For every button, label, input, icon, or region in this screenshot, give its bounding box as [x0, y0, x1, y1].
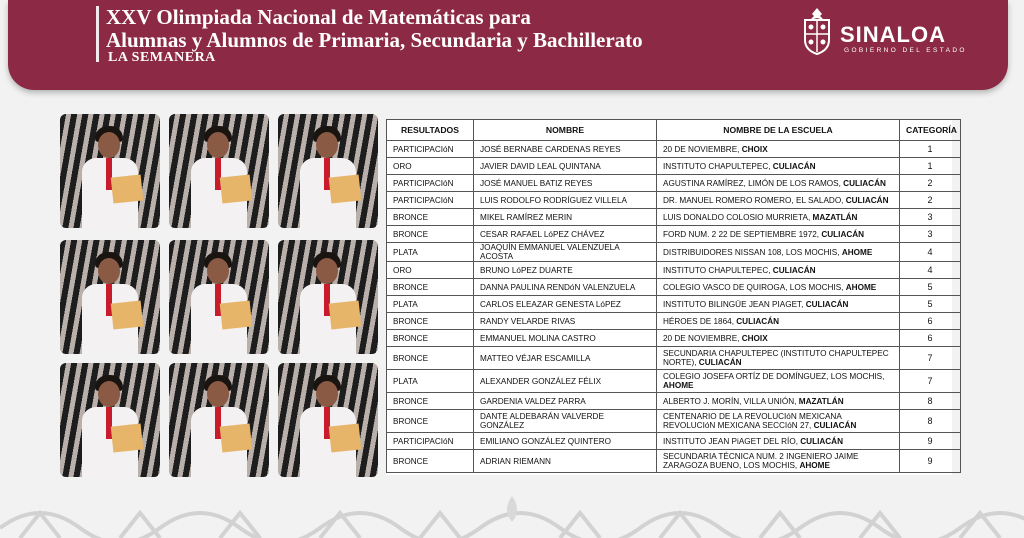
- school-cell: [657, 330, 900, 347]
- table-row: [387, 209, 961, 226]
- school-name: AGUSTINA RAMÍREZ, LIMÓN DE LOS RAMOS,: [663, 178, 844, 188]
- name-cell: JOAQUÍN EMMANUEL VALENZUELA ACOSTA: [474, 243, 657, 262]
- name-cell: CARLOS ELEAZAR GENESTA LóPEZ: [474, 296, 657, 313]
- school-cell: [657, 226, 900, 243]
- school-cell: [657, 450, 900, 473]
- school-cell: [657, 192, 900, 209]
- school-place: CHOIX: [741, 333, 768, 343]
- school-cell: [657, 347, 900, 370]
- school-name: COLEGIO JOSEFA ORTÍZ DE DOMÍNGUEZ, LOS MOCHIS,: [663, 372, 885, 381]
- result-cell: PARTICIPACIóN: [387, 192, 474, 209]
- category-cell: 4: [900, 262, 961, 279]
- table-row: [387, 192, 961, 209]
- school-cell: [657, 262, 900, 279]
- result-cell: BRONCE: [387, 313, 474, 330]
- name-cell: ADRIAN RIEMANN: [474, 450, 657, 473]
- results-table-body: [387, 141, 961, 473]
- title-accent-bar: [96, 6, 99, 62]
- category-cell: 3: [900, 226, 961, 243]
- table-row: [387, 410, 961, 433]
- school-cell: [657, 433, 900, 450]
- header-name: NOMBRE: [474, 120, 657, 141]
- table-row: [387, 296, 961, 313]
- name-cell: LUIS RODOLFO RODRÍGUEZ VILLELA: [474, 192, 657, 209]
- header-banner: [8, 0, 1008, 90]
- school-place: CULIACÁN: [698, 358, 742, 367]
- student-photo: [278, 240, 378, 354]
- name-cell: MATTEO VÉJAR ESCAMILLA: [474, 347, 657, 370]
- category-cell: 9: [900, 450, 961, 473]
- school-name: 20 DE NOVIEMBRE,: [663, 333, 742, 343]
- school-place: CULIACÁN: [843, 178, 886, 188]
- student-photo: [60, 114, 160, 228]
- school-cell: [657, 279, 900, 296]
- category-cell: 5: [900, 279, 961, 296]
- result-cell: BRONCE: [387, 410, 474, 433]
- school-place: CULIACÁN: [800, 436, 844, 446]
- student-photo: [169, 240, 269, 354]
- school-cell: [657, 410, 900, 433]
- state-seal-icon: [800, 6, 834, 56]
- school-name: FORD NUM. 2 22 DE SEPTIEMBRE 1972,: [663, 229, 822, 239]
- result-cell: BRONCE: [387, 393, 474, 410]
- student-photo-grid: [60, 114, 378, 479]
- result-cell: PLATA: [387, 370, 474, 393]
- school-name: CENTENARIO DE LA REVOLUCIóN MEXICANA REVOLUCIóN MEXICANA SECCIóN 27,: [663, 412, 842, 430]
- student-photo: [60, 240, 160, 354]
- student-photo: [278, 114, 378, 228]
- school-name: INSTITUTO CHAPULTEPEC,: [663, 161, 773, 171]
- school-place: CULIACÁN: [805, 299, 849, 309]
- result-cell: BRONCE: [387, 226, 474, 243]
- page-subtitle: LA SEMANERA: [108, 50, 216, 65]
- result-cell: BRONCE: [387, 279, 474, 296]
- title-line-2: Alumnas y Alumnos de Primaria, Secundaria y Bachillerato: [106, 28, 643, 52]
- category-cell: 1: [900, 141, 961, 158]
- header-results: RESULTADOS: [387, 120, 474, 141]
- result-cell: BRONCE: [387, 209, 474, 226]
- category-cell: 8: [900, 410, 961, 433]
- school-cell: [657, 393, 900, 410]
- table-row: [387, 226, 961, 243]
- school-place: AHOME: [663, 381, 694, 390]
- name-cell: BRUNO LóPEZ DUARTE: [474, 262, 657, 279]
- school-name: ALBERTO J. MORÍN, VILLA UNIÓN,: [663, 396, 799, 406]
- category-cell: 4: [900, 243, 961, 262]
- name-cell: JAVIER DAVID LEAL QUINTANA: [474, 158, 657, 175]
- table-row: [387, 450, 961, 473]
- name-cell: MIKEL RAMÍREZ MERIN: [474, 209, 657, 226]
- name-cell: DANNA PAULINA RENDóN VALENZUELA: [474, 279, 657, 296]
- school-name: INSTITUTO JEAN PiAGET DEL RÍO,: [663, 436, 801, 446]
- table-row: [387, 347, 961, 370]
- school-cell: [657, 209, 900, 226]
- category-cell: 6: [900, 330, 961, 347]
- school-name: INSTITUTO BILINGÜE JEAN PIAGET,: [663, 299, 806, 309]
- category-cell: 3: [900, 209, 961, 226]
- category-cell: 9: [900, 433, 961, 450]
- school-place: CULIACÁN: [845, 195, 889, 205]
- result-cell: PLATA: [387, 243, 474, 262]
- page-title: [106, 6, 643, 52]
- school-cell: [657, 141, 900, 158]
- school-name: SECUNDARIA TÉCNICA NUM. 2 INGENIERO JAIME ZARAGOZA BUENO, LOS MOCHIS,: [663, 452, 859, 470]
- school-name: SECUNDARIA CHAPULTEPEC (INSTITUTO CHAPULTEPEC NORTE),: [663, 349, 889, 367]
- school-name: LUIS DONALDO COLOSIO MURRIETA,: [663, 212, 813, 222]
- school-name: DISTRIBUIDORES NISSAN 108, LOS MOCHIS,: [663, 247, 842, 257]
- school-place: AHOME: [799, 461, 830, 470]
- school-cell: [657, 158, 900, 175]
- result-cell: PARTICIPACIóN: [387, 175, 474, 192]
- header-category: CATEGORÍA: [900, 120, 961, 141]
- school-cell: [657, 313, 900, 330]
- school-name: INSTITUTO CHAPULTEPEC,: [663, 265, 773, 275]
- table-row: [387, 330, 961, 347]
- table-row: [387, 158, 961, 175]
- result-cell: ORO: [387, 158, 474, 175]
- school-place: AHOME: [841, 247, 873, 257]
- name-cell: JOSÉ MANUEL BATIZ REYES: [474, 175, 657, 192]
- school-cell: [657, 243, 900, 262]
- table-row: [387, 175, 961, 192]
- title-line-1: XXV Olimpiada Nacional de Matemáticas para: [106, 5, 531, 29]
- school-place: CULIACÁN: [821, 229, 865, 239]
- table-row: [387, 393, 961, 410]
- decorative-footer-pattern: [0, 488, 1024, 538]
- school-place: CULIACÁN: [736, 316, 780, 326]
- school-name: 20 DE NOVIEMBRE,: [663, 144, 742, 154]
- school-name: COLEGIO VASCO DE QUIROGA, LOS MOCHIS,: [663, 282, 846, 292]
- table-row: [387, 313, 961, 330]
- student-photo: [60, 363, 160, 477]
- header-school: NOMBRE DE LA ESCUELA: [657, 120, 900, 141]
- name-cell: EMILIANO GONZÁLEZ QUINTERO: [474, 433, 657, 450]
- result-cell: BRONCE: [387, 330, 474, 347]
- result-cell: PARTICIPACIóN: [387, 433, 474, 450]
- results-table-container: [386, 119, 957, 475]
- school-place: AHOME: [845, 282, 877, 292]
- table-row: [387, 279, 961, 296]
- table-row: [387, 141, 961, 158]
- student-photo: [278, 363, 378, 477]
- student-photo: [169, 114, 269, 228]
- category-cell: 7: [900, 347, 961, 370]
- name-cell: EMMANUEL MOLINA CASTRO: [474, 330, 657, 347]
- name-cell: CESAR RAFAEL LóPEZ CHÁVEZ: [474, 226, 657, 243]
- table-row: [387, 370, 961, 393]
- school-place: CHOIX: [741, 144, 768, 154]
- category-cell: 2: [900, 175, 961, 192]
- result-cell: PLATA: [387, 296, 474, 313]
- table-row: [387, 433, 961, 450]
- school-place: MAZATLÁN: [798, 396, 844, 406]
- table-row: [387, 243, 961, 262]
- logo-name: SINALOA: [840, 22, 946, 47]
- student-photo: [169, 363, 269, 477]
- result-cell: ORO: [387, 262, 474, 279]
- category-cell: 1: [900, 158, 961, 175]
- category-cell: 8: [900, 393, 961, 410]
- name-cell: ALEXANDER GONZÁLEZ FÉLIX: [474, 370, 657, 393]
- category-cell: 5: [900, 296, 961, 313]
- school-place: MAZATLÁN: [812, 212, 858, 222]
- name-cell: JOSÉ BERNABE CARDENAS REYES: [474, 141, 657, 158]
- school-cell: [657, 175, 900, 192]
- category-cell: 7: [900, 370, 961, 393]
- result-cell: BRONCE: [387, 347, 474, 370]
- school-name: HÉROES DE 1864,: [663, 316, 737, 326]
- logo-subtitle: GOBIERNO DEL ESTADO: [844, 47, 967, 54]
- result-cell: PARTICIPACIóN: [387, 141, 474, 158]
- category-cell: 6: [900, 313, 961, 330]
- category-cell: 2: [900, 192, 961, 209]
- results-table: [386, 119, 961, 473]
- school-cell: [657, 296, 900, 313]
- table-row: [387, 262, 961, 279]
- school-cell: [657, 370, 900, 393]
- school-place: CULIACÁN: [813, 421, 857, 430]
- school-name: DR. MANUEL ROMERO ROMERO, EL SALADO,: [663, 195, 846, 205]
- table-header-row: [387, 120, 961, 141]
- name-cell: GARDENIA VALDEZ PARRA: [474, 393, 657, 410]
- sinaloa-logo: [800, 6, 1000, 62]
- school-place: CULIACÁN: [772, 161, 816, 171]
- name-cell: RANDY VELARDE RIVAS: [474, 313, 657, 330]
- school-place: CULIACÁN: [772, 265, 816, 275]
- result-cell: BRONCE: [387, 450, 474, 473]
- name-cell: DANTE ALDEBARÁN VALVERDE GONZÁLEZ: [474, 410, 657, 433]
